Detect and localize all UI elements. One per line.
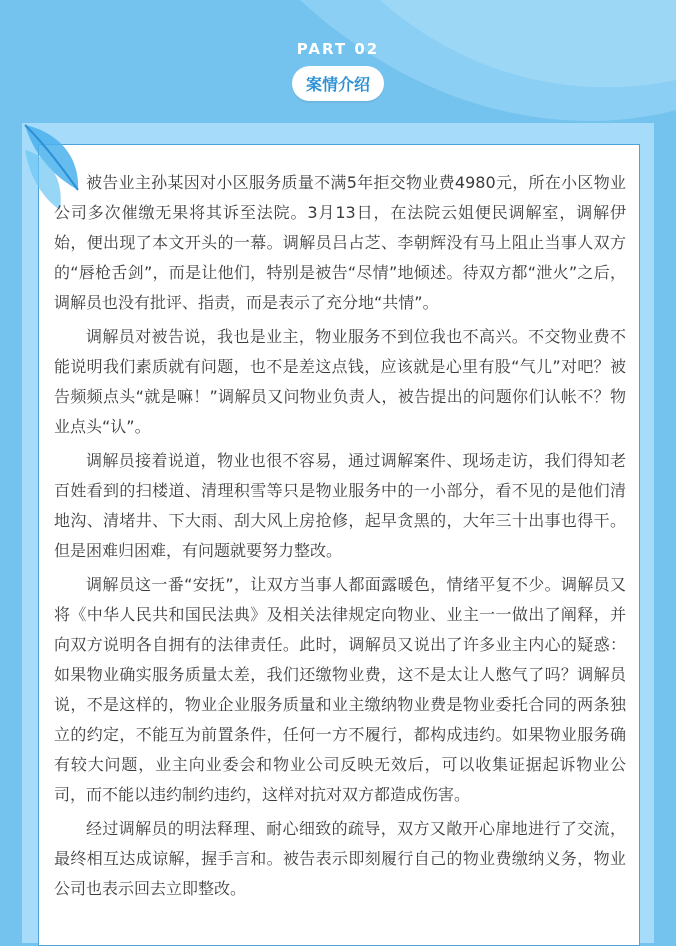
section-header bbox=[0, 40, 676, 101]
part-label: PART 02 bbox=[296, 40, 380, 58]
paragraph: 经过调解员的明法释理、耐心细致的疏导，双方又敞开心扉地进行了交流，最终相互达成谅解，握手言和。被告表示即刻履行自己的物业费缴纳义务，物业公司也表示回去立即整改。 bbox=[54, 819, 626, 898]
article-body bbox=[54, 168, 626, 908]
paragraph: 调解员这一番“安抚”，让双方当事人都面露暖色，情绪平复不少。调解员又将《中华人民共和国民法典》及相关法律规定向物业、业主一一做出了阐释，并向双方说明各自拥有的法律责任。此时，调解员又说出了许多业主内心的疑惑：如果物业确实服务质量太差，我们还缴物业费，这不是太让人憋气了吗？调解员说，不是这样的，物业企业服务质量和业主缴纳物业费是物业委托合同的两条独立的约定，不能互为前置条件，任何一方不履行，都构成违约。如果物业服务确有较大问题，业主向业委会和物业公司反映无效后，可以收集证据起诉物业公司，而不能以违约制约违约，这样对抗对双方都造成伤害。 bbox=[54, 575, 626, 804]
paragraph: 调解员接着说道，物业也很不容易，通过调解案件、现场走访，我们得知老百姓看到的扫楼道、清理积雪等只是物业服务中的一小部分，看不见的是他们清地沟、清堵井、下大雨、刮大风上房抢修，起早贪黑的，大年三十出事也得干。但是困难归困难，有问题就要努力整改。 bbox=[54, 451, 626, 560]
section-title: 案情介绍 bbox=[292, 66, 384, 101]
paragraph: 被告业主孙某因对小区服务质量不满5年拒交物业费4980元，所在小区物业公司多次催缴无果将其诉至法院。3月13日，在法院云姐便民调解室，调解伊始，便出现了本文开头的一幕。调解员吕占芝、李朝辉没有马上阻止当事人双方的“唇枪舌剑”，而是让他们，特别是被告“尽情”地倾述。待双方都“泄火”之后，调解员也没有批评、指责，而是表示了充分地“共情”。 bbox=[54, 173, 626, 312]
paragraph: 调解员对被告说，我也是业主，物业服务不到位我也不高兴。不交物业费不能说明我们素质就有问题，也不是差这点钱，应该就是心里有股“气儿”对吧？被告频频点头“就是嘛！”调解员又问物业负责人，被告提出的问题你们认帐不？物业点头“认”。 bbox=[54, 327, 626, 436]
